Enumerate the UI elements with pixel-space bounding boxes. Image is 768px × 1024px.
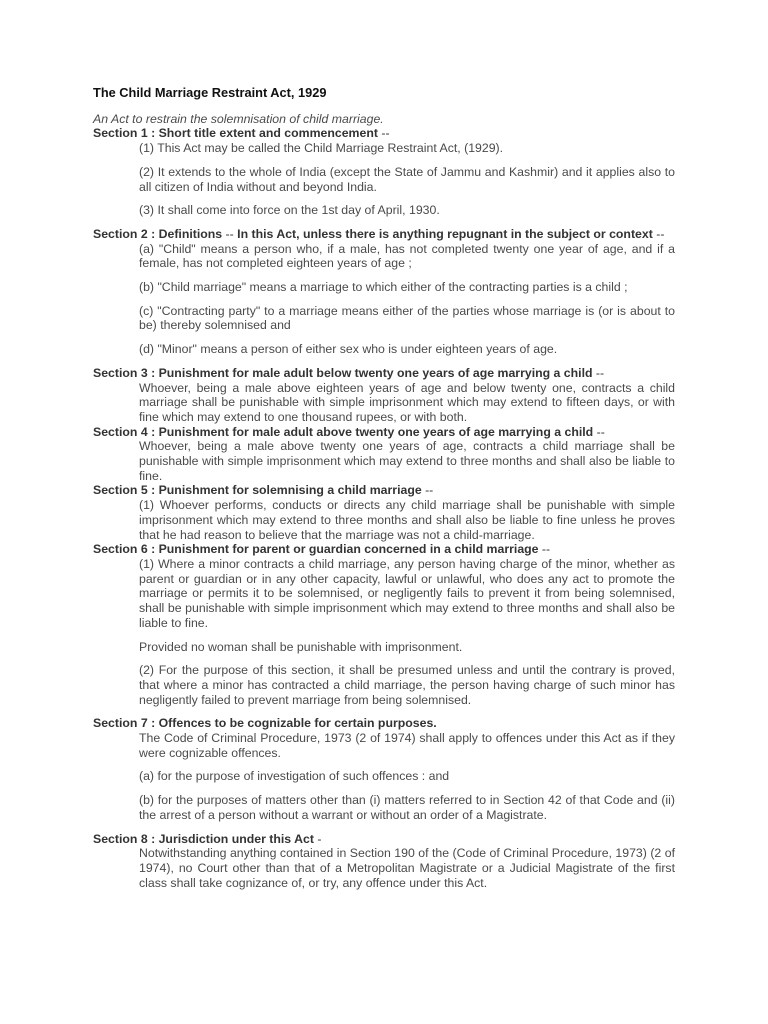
section-heading: Section 8 : Jurisdiction under this Act - [93, 831, 322, 846]
paragraph: (2) For the purpose of this section, it shall be presumed unless and until the contrary is proved, that where a minor has contracted a child marriage, the person having charge of such minor has negligently failed to prevent marriage from being solemnised. [139, 663, 675, 707]
paragraph: (2) It extends to the whole of India (except the State of Jammu and Kashmir) and it applies also to all citizen of India without and beyond India. [139, 164, 675, 194]
paragraph: (1) Whoever performs, conducts or directs any child marriage shall be punishable with simple imprisonment which may extend to three months and shall also be liable to fine unless he proves that he had reason to believe that the marriage was not a child-marriage. [139, 498, 675, 542]
paragraph: Whoever, being a male above twenty one years of age, contracts a child marriage shall be punishable with simple imprisonment which may extend to three months and shall also be liable to fine. [139, 439, 675, 483]
paragraph: Notwithstanding anything contained in Section 190 of the (Code of Criminal Procedure, 1973) (2 of 1974), no Court other than that of a Metropolitan Magistrate or a Judicial Magistrate of the first class shall take cognizance of, or try, any offence under this Act. [139, 846, 675, 890]
paragraph: (d) "Minor" means a person of either sex who is under eighteen years of age. [139, 342, 558, 357]
section-7 [93, 716, 675, 822]
section-body [139, 498, 675, 542]
section-body [139, 141, 675, 218]
section-body [139, 381, 675, 425]
paragraph: (1) This Act may be called the Child Marriage Restraint Act, (1929). [139, 141, 504, 156]
paragraph: (1) Where a minor contracts a child marriage, any person having charge of the minor, whether as parent or guardian or in any other capacity, lawful or unlawful, who does any act to promote the marriage or permits it to be solemnised, or negligently fails to prevent it from being solemnised, shall be punishable with simple imprisonment which may extend to three months and shall also be liable to fine. [139, 556, 675, 630]
section-3 [93, 366, 675, 425]
section-heading: Section 5 : Punishment for solemnising a child marriage -- [93, 483, 434, 498]
section-body [139, 731, 675, 823]
section-heading: Section 3 : Punishment for male adult below twenty one years of age marrying a child -- [93, 365, 605, 380]
document-subtitle: An Act to restrain the solemnisation of child marriage. [93, 111, 384, 126]
section-heading: Section 7 : Offences to be cognizable for certain purposes. [93, 716, 437, 731]
section-body [139, 242, 675, 357]
paragraph: (c) "Contracting party" to a marriage means either of the parties whose marriage is (or is about to be) thereby solemnised and [139, 303, 675, 333]
document-title: The Child Marriage Restraint Act, 1929 [93, 85, 327, 100]
section-heading: Section 1 : Short title extent and commencement -- [93, 126, 390, 141]
paragraph: (b) "Child marriage" means a marriage to which either of the contracting parties is a child ; [139, 280, 628, 295]
section-1 [93, 126, 675, 218]
section-5 [93, 483, 675, 542]
paragraph: (a) "Child" means a person who, if a male, has not completed twenty one year of age, and if a female, has not completed eighteen years of age ; [139, 241, 675, 271]
section-body [139, 846, 675, 890]
paragraph: (b) for the purposes of matters other than (i) matters referred to in Section 42 of that Code and (ii) the arrest of a person without a warrant or without an order of a Magistrate. [139, 793, 675, 822]
section-6 [93, 542, 675, 707]
section-2 [93, 227, 675, 357]
section-body [139, 557, 675, 707]
section-body [139, 439, 675, 483]
section-heading: Section 2 : Definitions -- In this Act, unless there is anything repugnant in the subject or context -- [93, 226, 665, 241]
paragraph: The Code of Criminal Procedure, 1973 (2 of 1974) shall apply to offences under this Act as if they were cognizable offences. [139, 731, 675, 760]
paragraph: (3) It shall come into force on the 1st day of April, 1930. [139, 203, 440, 218]
section-4 [93, 425, 675, 484]
section-8 [93, 832, 675, 891]
paragraph: Whoever, being a male above eighteen years of age and below twenty one, contracts a child marriage shall be punishable with simple imprisonment which may extend to fifteen days, or with fine which may extend to one thousand rupees, or with both. [139, 380, 675, 424]
paragraph: (a) for the purpose of investigation of such offences : and [139, 769, 450, 784]
section-heading: Section 6 : Punishment for parent or guardian concerned in a child marriage -- [93, 542, 551, 557]
paragraph: Provided no woman shall be punishable with imprisonment. [139, 639, 463, 654]
document-content [93, 86, 675, 890]
section-heading: Section 4 : Punishment for male adult above twenty one years of age marrying a child -- [93, 424, 605, 439]
